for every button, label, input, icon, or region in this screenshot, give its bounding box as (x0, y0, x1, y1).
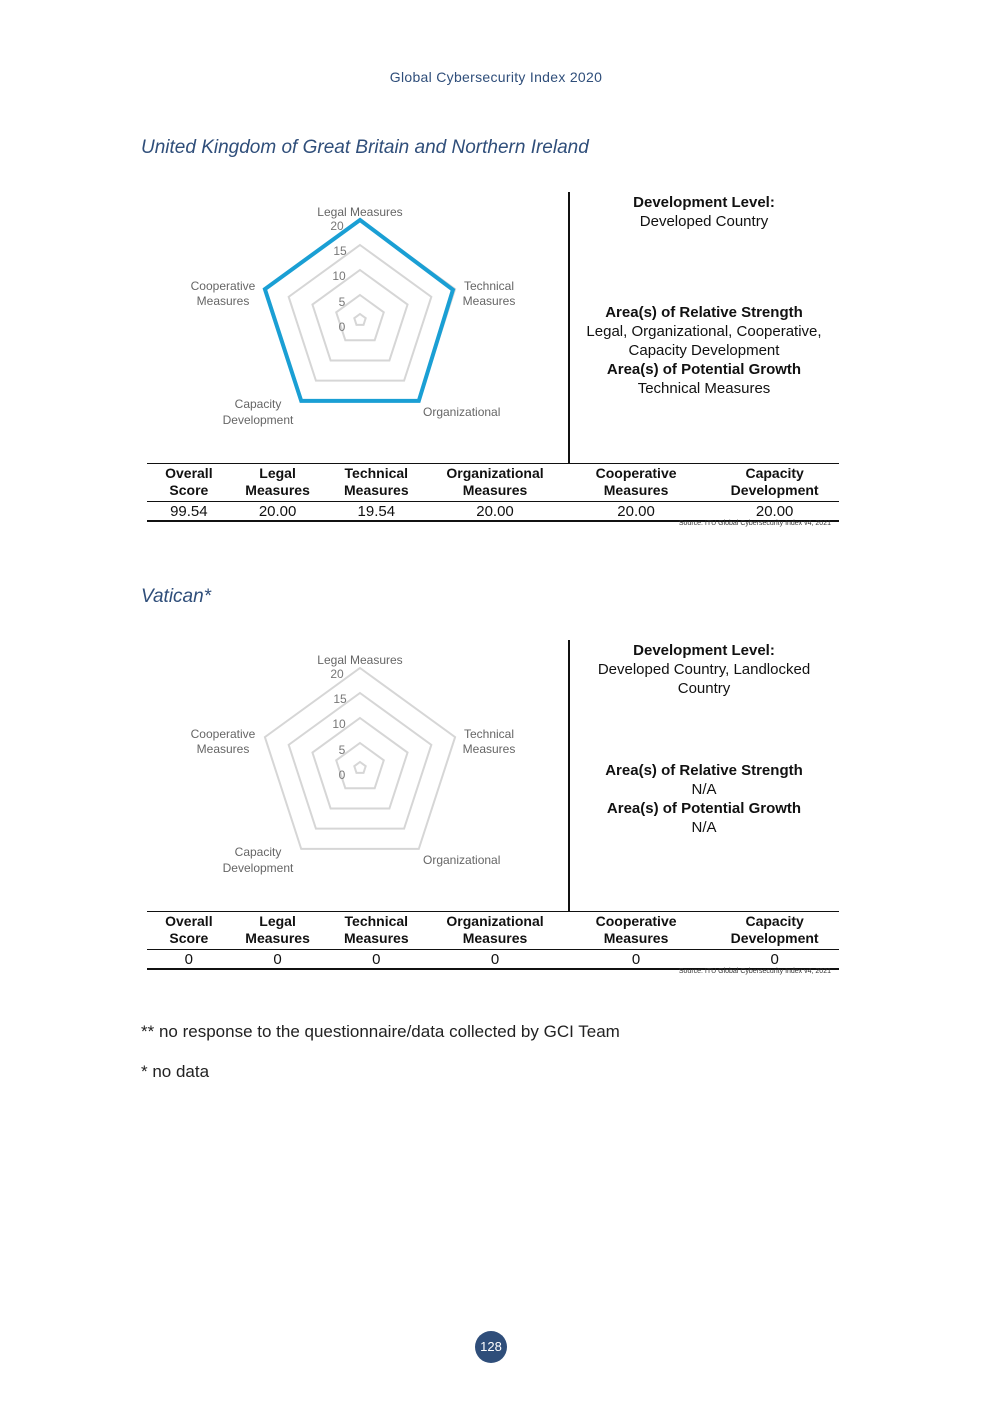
radar-svg (0, 190, 560, 460)
tick-label: 15 (333, 692, 347, 706)
vertical-divider (568, 192, 570, 464)
axis-label-technical: Measures (462, 742, 516, 756)
tick-label: 15 (333, 244, 347, 258)
radar-gridline (354, 762, 365, 773)
axis-label-technical: Technical (463, 279, 515, 293)
axis-label-cooperative: Measures (196, 742, 250, 756)
relative-strength-value: N/A (691, 781, 717, 798)
axis-label-capacity: Capacity (234, 397, 282, 411)
potential-growth-value: Technical Measures (637, 380, 771, 397)
score-legal: 0 (231, 950, 325, 970)
axis-label-legal: Legal Measures (317, 205, 403, 219)
score-technical: 19.54 (324, 502, 428, 522)
score-capacity: 20.00 (710, 502, 839, 522)
tick-label: 20 (330, 667, 344, 681)
relative-strength-label: Area(s) of Relative Strength (605, 304, 803, 321)
col-header-organizational: Organizational Measures (428, 464, 562, 502)
footnote-no-response: ** no response to the questionnaire/data collected by GCI Team (141, 1022, 620, 1041)
axis-label-legal: Legal Measures (317, 653, 403, 667)
potential-growth-value: N/A (691, 819, 717, 836)
col-header-overall: Overall Score (147, 464, 231, 502)
axis-label-organizational: Organizational (423, 405, 501, 419)
axis-label-technical: Measures (462, 294, 516, 308)
score-cooperative: 0 (562, 950, 710, 970)
info-panel (572, 193, 836, 398)
footnote-no-data: * no data (141, 1062, 210, 1081)
page-header: Global Cybersecurity Index 2020 (389, 69, 603, 85)
score-legal: 20.00 (231, 502, 325, 522)
col-header-legal: Legal Measures (231, 912, 325, 950)
info-panel (572, 641, 836, 837)
col-header-overall: Overall Score (147, 912, 231, 950)
score-table (147, 911, 839, 970)
axis-label-technical: Technical (463, 727, 515, 741)
score-cooperative: 20.00 (562, 502, 710, 522)
col-header-technical: Technical Measures (324, 464, 428, 502)
tick-label: 10 (332, 269, 346, 283)
axis-label-cooperative: Cooperative (190, 279, 256, 293)
table-header-row (147, 464, 839, 502)
col-header-technical: Technical Measures (324, 912, 428, 950)
country-title: Vatican* (141, 586, 212, 607)
score-capacity: 0 (710, 950, 839, 970)
table-row (147, 950, 839, 970)
tick-label: 0 (338, 320, 346, 334)
axis-label-capacity: Development (222, 861, 294, 875)
potential-growth-label: Area(s) of Potential Growth (606, 361, 802, 378)
col-header-capacity: Capacity Development (710, 464, 839, 502)
col-header-cooperative: Cooperative Measures (562, 912, 710, 950)
vertical-divider (568, 640, 570, 912)
table-row (147, 502, 839, 522)
score-organizational: 0 (428, 950, 562, 970)
col-header-capacity: Capacity Development (710, 912, 839, 950)
development-level-label: Development Level: (633, 194, 775, 211)
col-header-legal: Legal Measures (231, 464, 325, 502)
col-header-organizational: Organizational Measures (428, 912, 562, 950)
relative-strength-value: Legal, Organizational, Cooperative, Capacity Development (586, 323, 822, 359)
tick-label: 10 (332, 717, 346, 731)
tick-label: 5 (338, 743, 346, 757)
col-header-cooperative: Cooperative Measures (562, 464, 710, 502)
score-overall: 0 (147, 950, 231, 970)
development-level-label: Development Level: (633, 642, 775, 659)
radar-chart (0, 190, 560, 460)
tick-label: 5 (338, 295, 346, 309)
score-table (147, 463, 839, 522)
page-number: 128 (475, 1331, 507, 1363)
axis-label-cooperative: Cooperative (190, 727, 256, 741)
score-technical: 0 (324, 950, 428, 970)
radar-svg (0, 638, 560, 908)
potential-growth-label: Area(s) of Potential Growth (606, 800, 802, 817)
tick-label: 20 (330, 219, 344, 233)
axis-label-cooperative: Measures (196, 294, 250, 308)
radar-gridline (354, 314, 365, 325)
development-level-value: Developed Country, Landlocked Country (597, 661, 811, 697)
tick-label: 0 (338, 768, 346, 782)
relative-strength-label: Area(s) of Relative Strength (605, 762, 803, 779)
axis-label-capacity: Capacity (234, 845, 282, 859)
axis-label-capacity: Development (222, 413, 294, 427)
radar-chart (0, 638, 560, 908)
table-header-row (147, 912, 839, 950)
axis-label-organizational: Organizational (423, 853, 501, 867)
score-overall: 99.54 (147, 502, 231, 522)
radar-grid (265, 668, 455, 849)
source-note: Source: ITU Global Cybersecurity Index v4, 2021 (678, 520, 831, 527)
country-title: United Kingdom of Great Britain and Northern Ireland (141, 137, 589, 158)
source-note: Source: ITU Global Cybersecurity Index v4, 2021 (678, 968, 831, 975)
development-level-value: Developed Country (639, 213, 769, 230)
score-organizational: 20.00 (428, 502, 562, 522)
